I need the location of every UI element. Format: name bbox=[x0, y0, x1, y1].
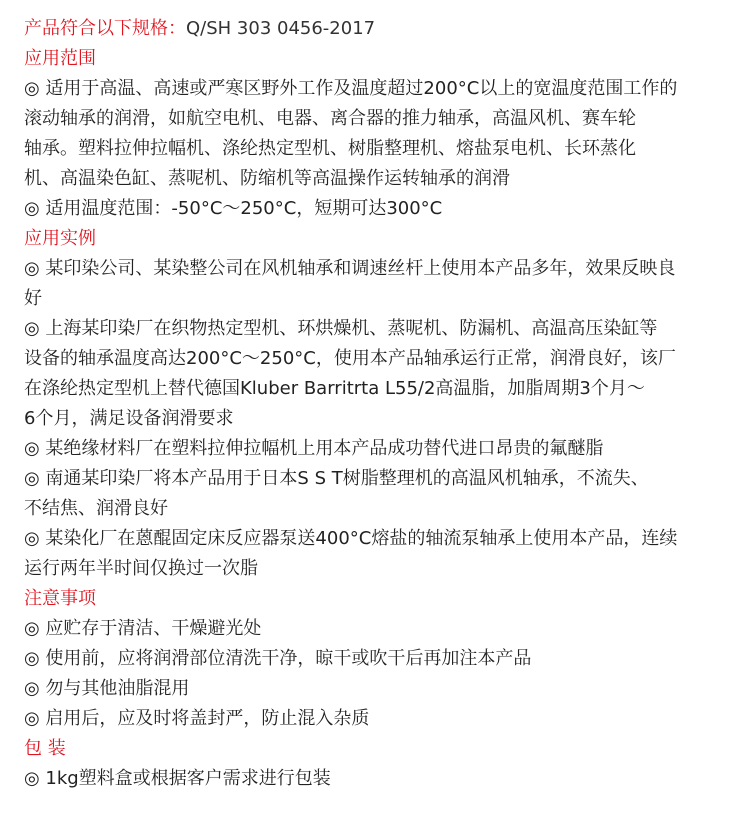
bullet-paragraph bbox=[24, 194, 750, 224]
paragraph-line: ◎ 使用前，应将润滑部位清洗干净，晾干或吹干后再加注本产品 bbox=[24, 648, 532, 669]
paragraph-line: 不结焦、润滑良好 bbox=[24, 498, 168, 519]
bullet-paragraph bbox=[24, 674, 750, 704]
section-heading: 应用范围 bbox=[24, 48, 96, 69]
paragraph-line: ◎ 勿与其他油脂混用 bbox=[24, 678, 190, 699]
section bbox=[24, 584, 750, 734]
paragraph-line: ◎ 南通某印染厂将本产品用于日本S S T树脂整理机的高温风机轴承，不流失、 bbox=[24, 468, 649, 489]
paragraph-line: 轴承。塑料拉伸拉幅机、涤纶热定型机、树脂整理机、熔盐泵电机、长环蒸化 bbox=[24, 138, 636, 159]
paragraph-line: ◎ 某绝缘材料厂在塑料拉伸拉幅机上用本产品成功替代进口昂贵的氟醚脂 bbox=[24, 438, 604, 459]
paragraph-line: 机、高温染色缸、蒸呢机、防缩机等高温操作运转轴承的润滑 bbox=[24, 168, 510, 189]
bullet-paragraph bbox=[24, 524, 750, 584]
bullet-paragraph bbox=[24, 644, 750, 674]
paragraph-line: ◎ 某印染公司、某染整公司在风机轴承和调速丝杆上使用本产品多年，效果反映良 bbox=[24, 258, 676, 279]
spec-value: Q/SH 303 0456-2017 bbox=[186, 18, 376, 39]
bullet-paragraph bbox=[24, 764, 750, 794]
paragraph-line: ◎ 上海某印染厂在织物热定型机、环烘燥机、蒸呢机、防漏机、高温高压染缸等 bbox=[24, 318, 658, 339]
paragraph-line: 好 bbox=[24, 288, 42, 309]
bullet-paragraph bbox=[24, 614, 750, 644]
bullet-paragraph bbox=[24, 254, 750, 314]
section bbox=[24, 734, 750, 794]
paragraph-line: ◎ 适用于高温、高速或严寒区野外工作及温度超过200°C以上的宽温度范围工作的 bbox=[24, 78, 678, 99]
bullet-paragraph bbox=[24, 704, 750, 734]
spec-label: 产品符合以下规格： bbox=[24, 18, 186, 39]
bullet-paragraph bbox=[24, 464, 750, 524]
sections-container bbox=[24, 44, 750, 794]
paragraph-line: 6个月，满足设备润滑要求 bbox=[24, 408, 234, 429]
bullet-paragraph bbox=[24, 434, 750, 464]
section bbox=[24, 224, 750, 584]
section-heading: 应用实例 bbox=[24, 228, 96, 249]
section-heading: 包 装 bbox=[24, 738, 66, 759]
paragraph-line: ◎ 某染化厂在蒽醌固定床反应器泵送400°C熔盐的轴流泵轴承上使用本产品，连续 bbox=[24, 528, 678, 549]
paragraph-line: 在涤纶热定型机上替代德国Kluber Barritrta L55/2高温脂，加脂周期3个月～ bbox=[24, 378, 645, 399]
paragraph-line: ◎ 启用后，应及时将盖封严，防止混入杂质 bbox=[24, 708, 370, 729]
paragraph-line: 运行两年半时间仅换过一次脂 bbox=[24, 558, 258, 579]
section bbox=[24, 44, 750, 224]
paragraph-line: ◎ 适用温度范围：-50°C～250°C，短期可达300°C bbox=[24, 198, 443, 219]
paragraph-line: 滚动轴承的润滑，如航空电机、电器、离合器的推力轴承，高温风机、赛车轮 bbox=[24, 108, 636, 129]
section-heading: 注意事项 bbox=[24, 588, 96, 609]
paragraph-line: ◎ 应贮存于清洁、干燥避光处 bbox=[24, 618, 262, 639]
bullet-paragraph bbox=[24, 314, 750, 434]
spec-line bbox=[24, 14, 750, 44]
bullet-paragraph bbox=[24, 74, 750, 194]
paragraph-line: 设备的轴承温度高达200°C～250°C，使用本产品轴承运行正常，润滑良好，该厂 bbox=[24, 348, 676, 369]
paragraph-line: ◎ 1kg塑料盒或根据客户需求进行包装 bbox=[24, 768, 331, 789]
